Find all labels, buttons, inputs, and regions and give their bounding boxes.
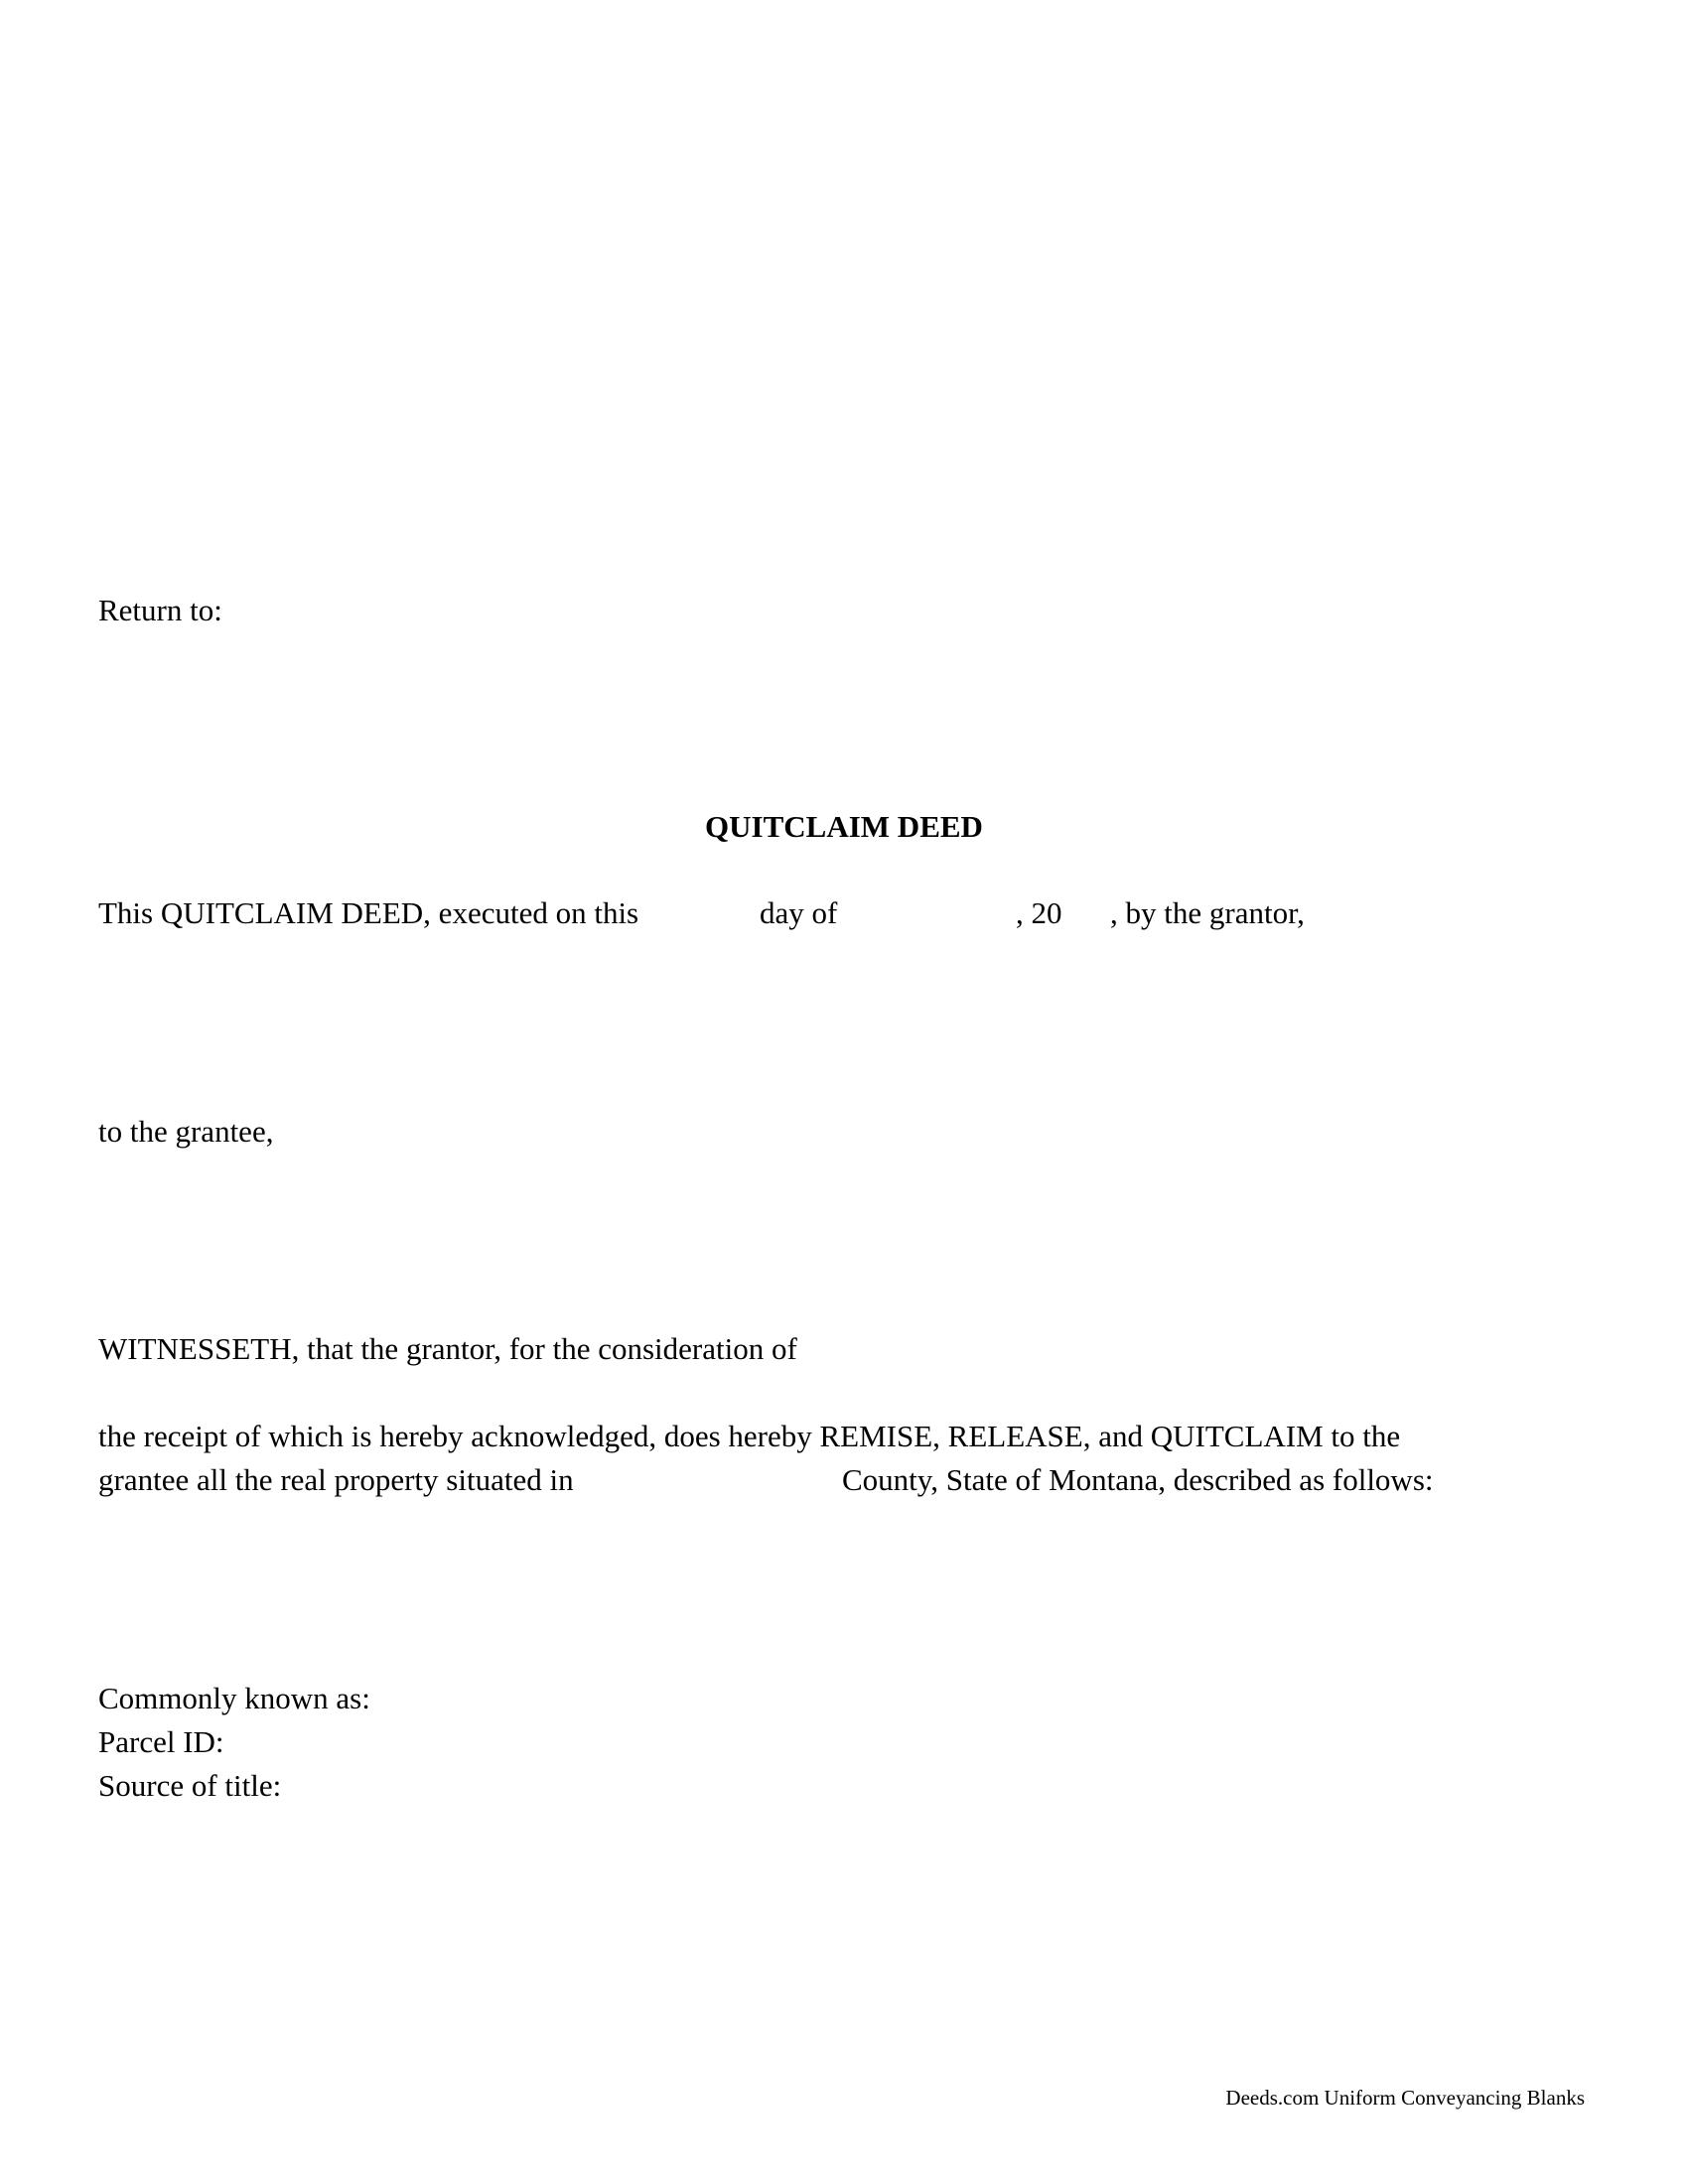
receipt-clause-line2-start: grantee all the real property situated in xyxy=(98,1462,574,1497)
receipt-clause-line2-end: County, State of Montana, described as follows: xyxy=(842,1462,1434,1497)
to-grantee-label: to the grantee, xyxy=(98,1114,274,1149)
receipt-clause-line1: the receipt of which is hereby acknowledged, does hereby REMISE, RELEASE, and QUITCLAIM to the xyxy=(98,1419,1401,1453)
execution-day-of: day of xyxy=(760,895,838,930)
document-title: QUITCLAIM DEED xyxy=(705,809,983,844)
commonly-known-label: Commonly known as: xyxy=(98,1681,370,1715)
parcel-id-label: Parcel ID: xyxy=(98,1724,224,1759)
return-to-label: Return to: xyxy=(98,593,222,627)
witnesseth-clause: WITNESSETH, that the grantor, for the consideration of xyxy=(98,1331,797,1366)
execution-intro: This QUITCLAIM DEED, executed on this xyxy=(98,895,639,930)
footer-text: Deeds.com Uniform Conveyancing Blanks xyxy=(1225,2086,1585,2110)
source-of-title-label: Source of title: xyxy=(98,1768,282,1803)
execution-by-grantor: , by the grantor, xyxy=(1110,895,1305,930)
execution-year-prefix: , 20 xyxy=(1016,895,1062,930)
